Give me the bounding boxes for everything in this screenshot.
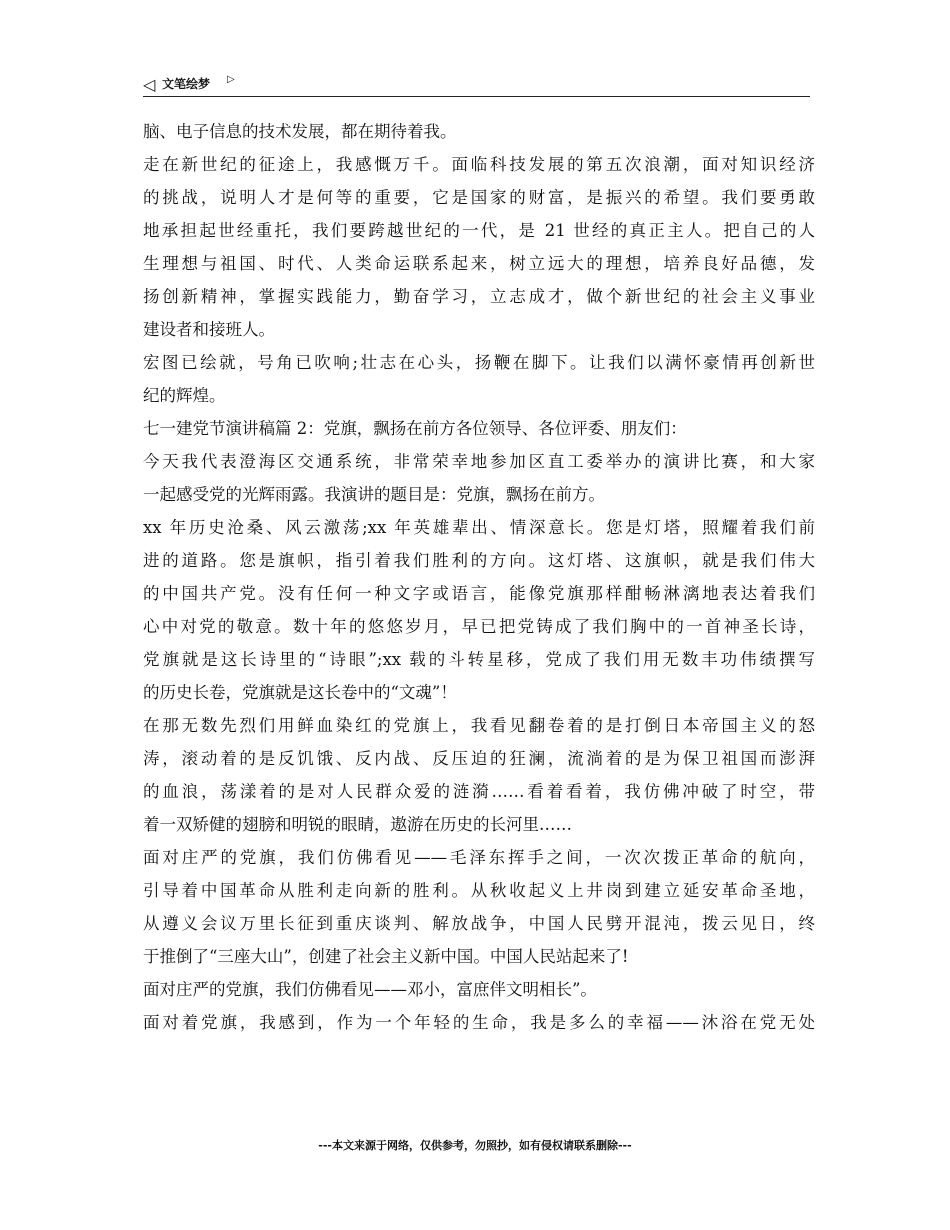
page-header	[143, 72, 810, 97]
text-line: xx 年历史沧桑、风云激荡;xx 年英雄辈出、情深意长。您是灯塔，照耀着我们前	[143, 518, 815, 537]
text-line: 进的道路。您是旗帜，指引着我们胜利的方向。这灯塔、这旗帜，就是我们伟大	[143, 551, 815, 570]
text-line: 从遵义会议万里长征到重庆谈判、解放战争，中国人民劈开混沌，拨云见日，终	[143, 914, 815, 933]
text-line: 涛，滚动着的是反饥饿、反内战、反压迫的狂澜，流淌着的是为保卫祖国而澎湃	[143, 749, 815, 768]
text-line: 的挑战，说明人才是何等的重要，它是国家的财富，是振兴的希望。我们要勇敢	[143, 188, 815, 207]
text-line: 一起感受党的光辉雨露。我演讲的题目是：党旗，飘扬在前方。	[143, 485, 605, 504]
text-line: 地承担起世经重托，我们要跨越世纪的一代，是 21 世经的真正主人。把自己的人	[143, 221, 815, 240]
text-line: 生理想与祖国、时代、人类命运联系起来，树立远大的理想，培养良好品德，发	[143, 254, 815, 273]
text-line: 的中国共产党。没有任何一种文字或语言，能像党旗那样酣畅淋漓地表达着我们	[143, 584, 815, 603]
text-line: 今天我代表澄海区交通系统，非常荣幸地参加区直工委举办的演讲比赛，和大家	[143, 452, 815, 471]
document-body	[143, 115, 815, 1039]
brand-title: 文笔绘梦	[162, 77, 211, 91]
triangle-right-icon: ▷	[227, 74, 235, 85]
text-line: 面对庄严的党旗，我们仿佛看见——毛泽东挥手之间，一次次拨正革命的航向，	[143, 848, 815, 867]
text-line: 七一建党节演讲稿篇 2：党旗，飘扬在前方各位领导、各位评委、朋友们：	[143, 419, 687, 438]
text-line: 走在新世纪的征途上，我感慨万千。面临科技发展的第五次浪潮，面对知识经济	[143, 155, 815, 174]
text-line: 面对着党旗，我感到，作为一个年轻的生命，我是多么的幸福——沐浴在党无处	[143, 1013, 815, 1032]
text-line: 的血浪，荡漾着的是对人民群众爱的涟漪……看着看着，我仿佛冲破了时空，带	[143, 782, 815, 801]
triangle-left-icon: ◁	[143, 75, 156, 94]
text-line: 脑、电子信息的技术发展，都在期待着我。	[143, 122, 457, 141]
text-line: 扬创新精神，掌握实践能力，勤奋学习，立志成才，做个新世纪的社会主义事业	[143, 287, 815, 306]
text-line: 在那无数先烈们用鲜血染红的党旗上，我看见翻卷着的是打倒日本帝国主义的怒	[143, 716, 815, 735]
text-line: 着一双矫健的翅膀和明锐的眼睛，遨游在历史的长河里……	[143, 815, 572, 834]
text-line: 建设者和接班人。	[143, 320, 275, 339]
text-line: 宏图已绘就，号角已吹响;壮志在心头，扬鞭在脚下。让我们以满怀豪情再创新世	[143, 353, 815, 372]
text-line: 的历史长卷，党旗就是这长卷中的“文魂”！	[143, 683, 457, 702]
text-line: 纪的辉煌。	[143, 386, 226, 405]
text-line: 心中对党的敬意。数十年的悠悠岁月，早已把党铸成了我们胸中的一首神圣长诗，	[143, 617, 815, 636]
text-line: 引导着中国革命从胜利走向新的胜利。从秋收起义上井岗到建立延安革命圣地，	[143, 881, 815, 900]
source-notice: ---本文来源于网络，仅供参考，勿照抄，如有侵权请联系删除---	[318, 1139, 632, 1152]
text-line: 于推倒了“三座大山”，创建了社会主义新中国。中国人民站起来了!	[143, 947, 629, 966]
text-line: 面对庄严的党旗，我们仿佛看见——邓小，富庶伴文明相长”。	[143, 980, 597, 999]
text-line: 党旗就是这长诗里的“诗眼”;xx 载的斗转星移，党成了我们用无数丰功伟绩撰写	[143, 650, 815, 669]
